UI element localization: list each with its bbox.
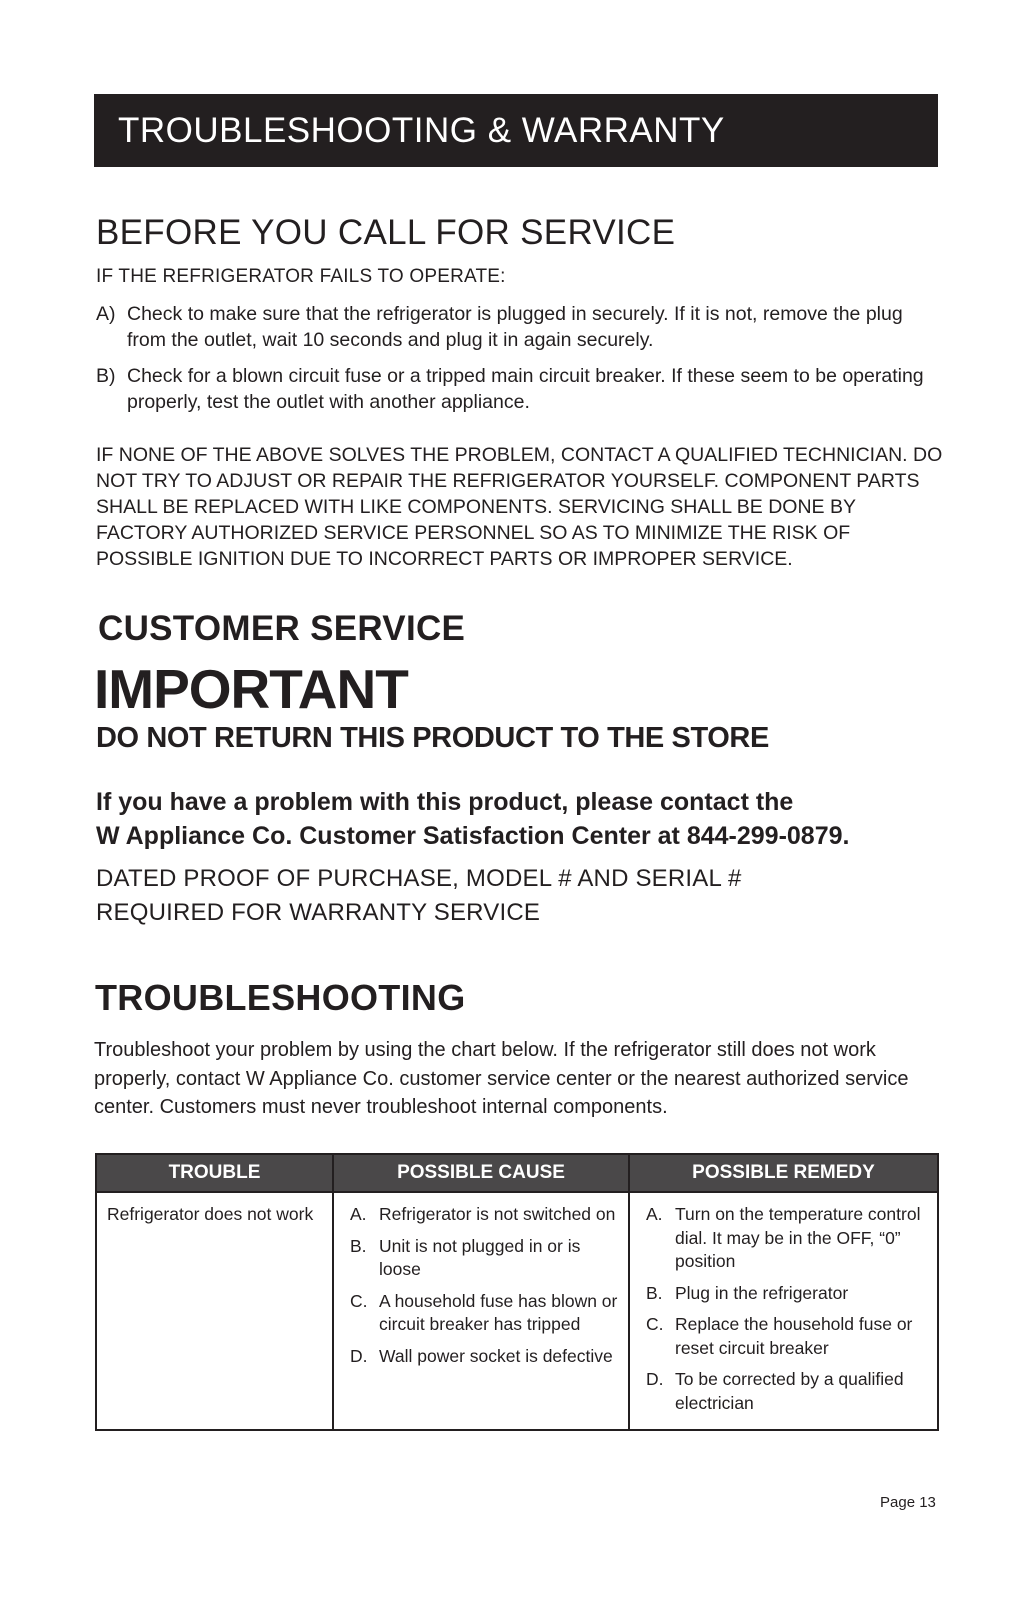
technician-warning: IF NONE OF THE ABOVE SOLVES THE PROBLEM, CONTACT A QUALIFIED TECHNICIAN. DO NOT TRY TO ADJUST OR REPAIR THE REFRIGERATOR YOURSELF. COMPONENT PARTS SHALL BE REPLACED WITH LIKE COMPONENTS. SERVICING SHALL BE DONE BY FACTORY AUTHORIZED SERVICE PERSONNEL SO AS TO MINIMIZE THE RISK OF POSSIBLE IGNITION DUE TO INCORRECT PARTS OR IMPROPER SERVICE. [96,444,943,570]
check-step-a [96,301,946,353]
customer-service-heading: CUSTOMER SERVICE [98,609,466,648]
cause-cell [333,1192,629,1430]
fails-subheading: IF THE REFRIGERATOR FAILS TO OPERATE: [96,266,506,287]
list-item [646,1203,927,1274]
troubleshooting-heading: TROUBLESHOOTING [95,977,466,1018]
contact-info [96,785,956,853]
contact-line-1: If you have a problem with this product, please contact the [96,788,794,816]
step-key: B) [96,365,116,387]
item-text: Turn on the temperature control dial. It may be in the OFF, “0” position [675,1204,921,1271]
list-item [646,1313,927,1360]
step-key: A) [96,303,116,325]
trouble-cell: Refrigerator does not work [96,1192,333,1430]
item-key: D. [646,1369,664,1389]
check-step-b [96,363,946,415]
no-return-notice: DO NOT RETURN THIS PRODUCT TO THE STORE [96,722,769,754]
header-possible-remedy: POSSIBLE REMEDY [629,1154,938,1192]
step-text: Check to make sure that the refrigerator is plugged in securely. If it is not, remove the plug from the outlet, wait 10 seconds and plug it in again securely. [127,303,903,351]
important-heading: IMPORTANT [94,658,408,720]
before-service-heading: BEFORE YOU CALL FOR SERVICE [96,213,676,252]
header-trouble: TROUBLE [96,1154,333,1192]
list-item [646,1368,927,1415]
item-text: A household fuse has blown or circuit breaker has tripped [379,1290,618,1334]
check-steps-list [96,301,946,425]
troubleshooting-intro: Troubleshoot your problem by using the chart below. If the refrigerator still does not work properly, contact W Appliance Co. customer service center or the nearest authorized service center. Customers must never troubleshoot internal components. [94,1039,909,1118]
item-text: To be corrected by a qualified electrician [675,1369,904,1413]
item-text: Plug in the refrigerator [675,1282,849,1303]
item-key: A. [646,1204,663,1224]
table-row [96,1192,938,1430]
cause-list [350,1203,618,1368]
item-text: Wall power socket is defective [379,1345,613,1366]
item-text: Unit is not plugged in or is loose [379,1235,581,1279]
remedy-cell [629,1192,938,1430]
section-title: TROUBLESHOOTING & WARRANTY [118,110,725,150]
step-text: Check for a blown circuit fuse or a tripped main circuit breaker. If these seem to be operating properly, test the outlet with another appliance. [127,365,924,413]
page-number: Page 13 [880,1494,936,1511]
item-key: B. [646,1282,663,1303]
contact-line-2: W Appliance Co. Customer Satisfaction Center at 844-299-0879. [96,822,850,850]
item-text: Replace the household fuse or reset circuit breaker [675,1314,913,1358]
list-item [350,1235,618,1282]
item-key: A. [350,1204,367,1224]
item-text: Refrigerator is not switched on [379,1204,616,1224]
header-possible-cause: POSSIBLE CAUSE [333,1154,629,1192]
item-key: D. [350,1345,368,1366]
list-item [350,1203,618,1227]
list-item [350,1290,618,1337]
item-key: B. [350,1235,367,1256]
list-item [350,1345,618,1369]
table-header-row [96,1154,938,1192]
item-key: C. [646,1314,664,1334]
item-key: C. [350,1290,368,1311]
troubleshooting-table [95,1153,939,1431]
remedy-list [646,1203,927,1415]
proof-line-1: DATED PROOF OF PURCHASE, MODEL # AND SERIAL # [96,865,742,892]
proof-of-purchase-notice [96,862,956,930]
section-header-bar [94,94,938,167]
proof-line-2: REQUIRED FOR WARRANTY SERVICE [96,899,541,926]
list-item [646,1282,927,1306]
